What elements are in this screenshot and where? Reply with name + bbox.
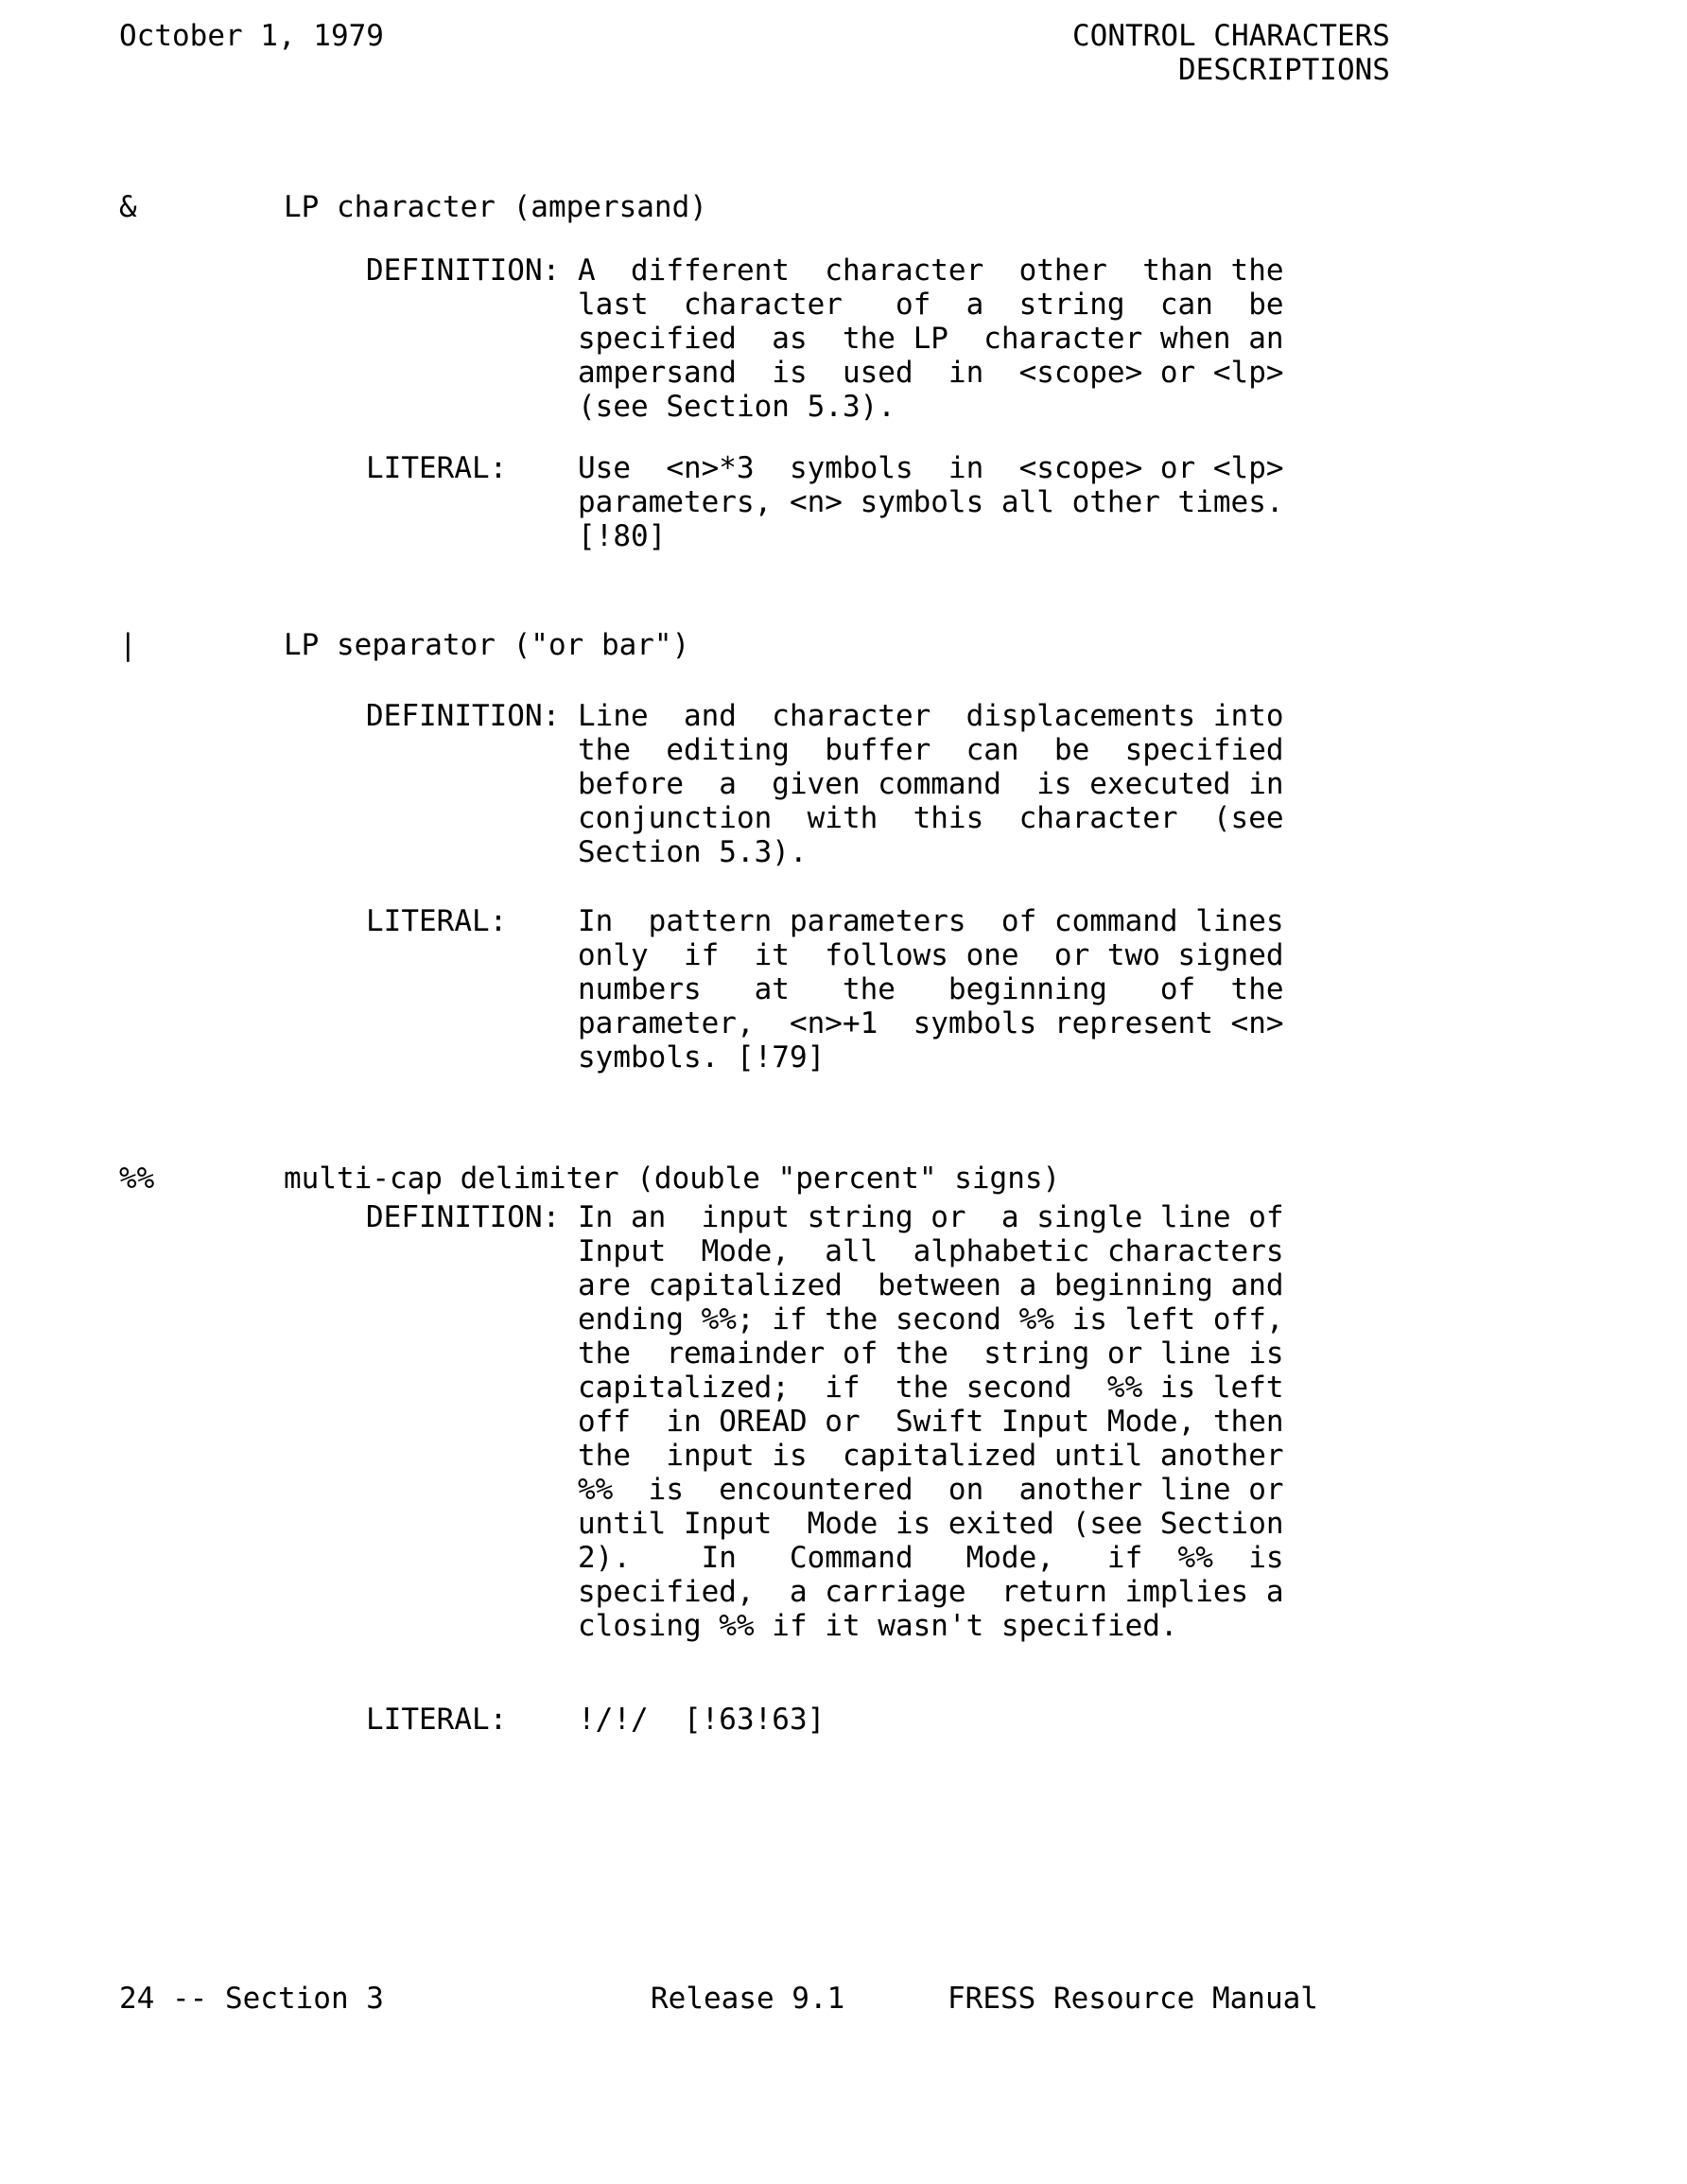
text-line: off in OREAD or Swift Input Mode, then <box>578 1405 1284 1439</box>
text-line: are capitalized between a beginning and <box>578 1268 1284 1302</box>
text-line: capitalized; if the second %% is left <box>578 1371 1284 1405</box>
text-line: before a given command is executed in <box>578 767 1284 801</box>
header-title-line1: CONTROL CHARACTERS <box>1072 19 1390 53</box>
entry-name-or-bar: LP separator ("or bar") <box>284 628 690 662</box>
definition-label: DEFINITION: <box>366 253 561 288</box>
entry-symbol-or-bar: | <box>119 628 137 662</box>
text-line: A different character other than the <box>578 253 1284 288</box>
literal-text <box>578 1703 825 1737</box>
text-line: specified, a carriage return implies a <box>578 1575 1284 1609</box>
text-line: In pattern parameters of command lines <box>578 904 1284 938</box>
text-line: 2). In Command Mode, if %% is <box>578 1541 1284 1575</box>
text-line: [!80] <box>578 519 667 553</box>
footer-page-section: 24 -- Section 3 <box>119 1982 384 2016</box>
text-line: parameters, <n> symbols all other times. <box>578 485 1284 519</box>
literal-text <box>578 904 1284 1075</box>
text-line: conjunction with this character (see <box>578 801 1284 835</box>
text-line: Line and character displacements into <box>578 699 1284 733</box>
entry-name-double-percent: multi-cap delimiter (double "percent" signs) <box>284 1162 1061 1196</box>
text-line: the editing buffer can be specified <box>578 733 1284 767</box>
literal-label: LITERAL: <box>366 1703 508 1737</box>
definition-label: DEFINITION: <box>366 699 561 733</box>
text-line: symbols. [!79] <box>578 1040 826 1075</box>
definition-text <box>578 699 1284 869</box>
text-line: Section 5.3). <box>578 835 808 869</box>
text-line: ending %%; if the second %% is left off, <box>578 1302 1284 1337</box>
text-line: Use <n>*3 symbols in <scope> or <lp> <box>578 451 1284 485</box>
text-line: Input Mode, all alphabetic characters <box>578 1234 1284 1268</box>
text-line: In an input string or a single line of <box>578 1200 1284 1234</box>
literal-label: LITERAL: <box>366 904 508 938</box>
footer-manual-title: FRESS Resource Manual <box>948 1982 1318 2016</box>
text-line: only if it follows one or two signed <box>578 938 1284 972</box>
text-line: !/!/ [!63!63] <box>578 1703 826 1737</box>
entry-symbol-ampersand: & <box>119 190 137 224</box>
text-line: closing %% if it wasn't specified. <box>578 1609 1178 1643</box>
text-line: specified as the LP character when an <box>578 322 1284 356</box>
definition-label: DEFINITION: <box>366 1200 561 1234</box>
definition-text <box>578 253 1284 424</box>
entry-symbol-double-percent: %% <box>119 1162 155 1196</box>
entry-name-ampersand: LP character (ampersand) <box>284 190 707 224</box>
literal-text <box>578 451 1284 553</box>
text-line: parameter, <n>+1 symbols represent <n> <box>578 1006 1284 1040</box>
text-line: until Input Mode is exited (see Section <box>578 1507 1284 1541</box>
footer-release: Release 9.1 <box>651 1982 845 2016</box>
text-line: (see Section 5.3). <box>578 390 896 424</box>
header-title-line2: DESCRIPTIONS <box>1178 53 1390 87</box>
definition-text <box>578 1200 1284 1643</box>
text-line: ampersand is used in <scope> or <lp> <box>578 356 1284 390</box>
text-line: the remainder of the string or line is <box>578 1337 1284 1371</box>
text-line: numbers at the beginning of the <box>578 972 1284 1006</box>
literal-label: LITERAL: <box>366 451 508 485</box>
text-line: %% is encountered on another line or <box>578 1473 1284 1507</box>
text-line: the input is capitalized until another <box>578 1439 1284 1473</box>
header-date: October 1, 1979 <box>119 19 384 53</box>
text-line: last character of a string can be <box>578 288 1284 322</box>
